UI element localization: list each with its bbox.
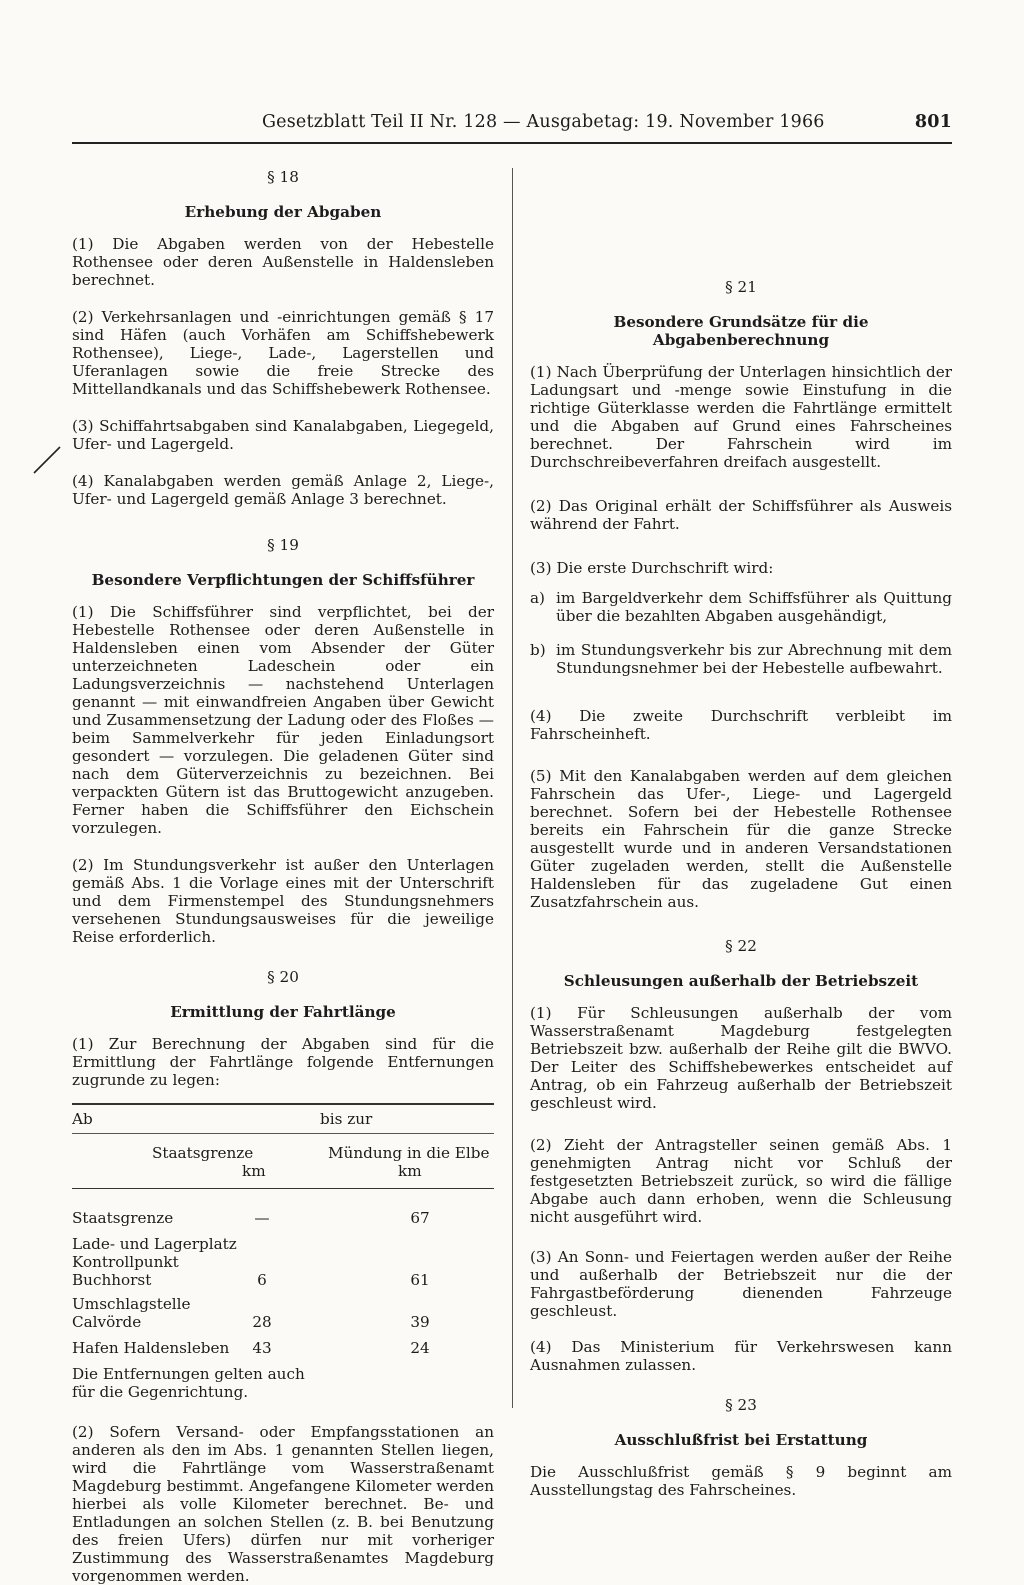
row-place-line-2: Kontrollpunkt — [72, 1253, 179, 1271]
table-row — [72, 1235, 494, 1289]
margin-pen-mark — [30, 445, 66, 475]
section-18-heading: Erhebung der Abgaben — [184, 203, 382, 221]
row-distance-elbe: 24 — [410, 1339, 430, 1357]
section-21-paragraph-1: (1) Nach Überprüfung der Unterlagen hinsichtlich der Ladungsart und -menge sowie Einstufung in die richtige Güterklasse werden die Fahrtlänge ermittelt und die Abgaben auf Grund eines Fahrscheines berechnet. Der Fahrschein wird im Durchschreibeverfahren dreifach ausgestellt. — [530, 363, 952, 471]
subheader-muendung: Mündung in die Elbe — [328, 1143, 490, 1162]
section-22-paragraph-3: (3) An Sonn- und Feiertagen werden außer der Reihe und außerhalb der Betriebszeit nur die der Fahrgastbeförderung dienenden Fahrzeuge geschleust. — [530, 1248, 952, 1320]
table-subheader-row — [72, 1134, 494, 1182]
row-place-line-2: Calvörde — [72, 1313, 142, 1331]
list-item-a-label: a) — [530, 589, 545, 607]
row-distance-elbe: 61 — [410, 1271, 430, 1289]
row-distance-staatsgrenze: 43 — [252, 1339, 272, 1357]
column-divider — [512, 168, 513, 1408]
subheader-staatsgrenze: Staatsgrenze — [152, 1143, 254, 1162]
section-21-paragraph-3: (3) Die erste Durchschrift wird: — [530, 559, 774, 577]
section-22-paragraph-2: (2) Zieht der Antragsteller seinen gemäß Abs. 1 genehmigten Antrag nicht vor Schluß der festgesetzten Betriebszeit zurück, so wird die fällige Abgabe auch dann erhoben, wenn die Schleusung nicht ausgeführt wird. — [530, 1136, 952, 1226]
table-note — [72, 1365, 494, 1401]
page-number: 801 — [914, 112, 952, 132]
section-20-heading: Ermittlung der Fahrtlänge — [170, 1003, 396, 1021]
header-title: Gesetzblatt Teil II Nr. 128 — Ausgabetag: 19. November 1966 — [262, 112, 825, 132]
section-21-paragraph-4: (4) Die zweite Durchschrift verbleibt im Fahrscheinheft. — [530, 707, 952, 743]
section-20-number: § 20 — [267, 968, 299, 986]
section-20-paragraph-1: (1) Zur Berechnung der Abgaben sind für die Ermittlung der Fahrtlänge folgende Entfernungen zugrunde zu legen: — [72, 1035, 494, 1089]
section-23-number: § 23 — [725, 1396, 757, 1414]
section-19-paragraph-1: (1) Die Schiffsführer sind verpflichtet, bei der Hebestelle Rothensee oder deren Außenstelle in Haldensleben einen vom Absender der Güter unterzeichneten Ladeschein oder ein Ladungsverzeichnis — nachstehend Unterlagen genannt — mit einwandfreien Angaben über Gewicht und Zusammensetzung der Ladung oder des Floßes — beim Sammelverkehr für jeden Einladungsort gesondert — vorzulegen. Die geladenen Güter sind nach dem Güterverzeichnis zu bezeichnen. Bei verpackten Gütern ist das Bruttogewicht anzugeben. Ferner haben die Schiffsführer den Eichschein vorzulegen. — [72, 603, 494, 837]
list-item-b-text: im Stundungsverkehr bis zur Abrechnung mit dem Stundungsnehmer bei der Hebestelle aufbewahrt. — [556, 641, 952, 677]
section-21-heading: Besondere Grundsätze für die Abgabenberechnung — [613, 313, 869, 349]
section-21-paragraph-2: (2) Das Original erhält der Schiffsführer als Ausweis während der Fahrt. — [530, 497, 952, 533]
section-20-paragraph-2: (2) Sofern Versand- oder Empfangsstationen an anderen als den im Abs. 1 genannten Stellen liegen, wird die Fahrtlänge vom Wasserstraßenamt Magdeburg bestimmt. Angefangene Kilometer werden hierbei als volle Kilometer berechnet. Be- und Entladungen an solchen Stellen (z. B. bei Benutzung des freien Ufers) dürfen nur mit vorheriger Zustimmung des Wasserstraßenamtes Magdeburg vorgenommen werden. — [72, 1423, 494, 1585]
section-23-paragraph-1: Die Ausschlußfrist gemäß § 9 beginnt am Ausstellungstag des Fahrscheines. — [530, 1463, 952, 1499]
section-23-heading: Ausschlußfrist bei Erstattung — [614, 1431, 868, 1449]
row-distance-elbe: 39 — [410, 1313, 430, 1331]
table-row — [72, 1209, 494, 1227]
row-distance-elbe: 67 — [410, 1209, 430, 1227]
page-header — [72, 112, 952, 138]
row-distance-staatsgrenze: 28 — [252, 1313, 272, 1331]
left-column — [72, 168, 494, 1585]
list-item-b-label: b) — [530, 641, 546, 659]
section-18-paragraph-3: (3) Schiffahrtsabgaben sind Kanalabgaben, Liegegeld, Ufer- und Lagergeld. — [72, 417, 494, 453]
list-item-b — [530, 641, 952, 677]
section-22-heading: Schleusungen außerhalb der Betriebszeit — [563, 972, 919, 990]
section-22-number: § 22 — [725, 937, 757, 955]
section-18-number: § 18 — [267, 168, 299, 186]
row-place: Lade- und Lagerplatz — [72, 1235, 237, 1253]
table-header-row — [72, 1105, 494, 1133]
subheader-km-2: km — [398, 1161, 422, 1180]
row-place: Staatsgrenze — [72, 1209, 174, 1227]
section-22-paragraph-1: (1) Für Schleusungen außerhalb der vom Wasserstraßenamt Magdeburg festgelegten Betriebszeit bzw. außerhalb der Reihe gilt die BWVO. Der Leiter des Schiffshebewerkes entscheidet auf Antrag, ob ein Fahrzeug außerhalb der Betriebszeit geschleust wird. — [530, 1004, 952, 1112]
distance-table — [72, 1103, 494, 1401]
header-to: bis zur — [320, 1109, 373, 1128]
section-18-paragraph-4: (4) Kanalabgaben werden gemäß Anlage 2, Liege-, Ufer- und Lagergeld gemäß Anlage 3 berechnet. — [72, 472, 494, 508]
section-19-paragraph-2: (2) Im Stundungsverkehr ist außer den Unterlagen gemäß Abs. 1 die Vorlage eines mit der Unterschrift und dem Firmenstempel des Stundungsnehmers versehenen Stundungsausweises für die jeweilige Reise erforderlich. — [72, 856, 494, 946]
section-22-paragraph-4: (4) Das Ministerium für Verkehrswesen kann Ausnahmen zulassen. — [530, 1338, 952, 1374]
table-row — [72, 1295, 494, 1331]
section-21-paragraph-5: (5) Mit den Kanalabgaben werden auf dem gleichen Fahrschein das Ufer-, Liege- und Lagergeld berechnet. Sofern bei der Hebestelle Rothensee bereits ein Fahrschein für die ganze Strecke ausgestellt wurde und in anderen Versandstationen Güter zugeladen werden, stellt die Außenstelle Haldensleben für das zugeladene Gut einen Zusatzfahrschein aus. — [530, 767, 952, 911]
row-place: Umschlagstelle — [72, 1295, 191, 1313]
table-row — [72, 1339, 494, 1357]
list-item-a-text: im Bargeldverkehr dem Schiffsführer als Quittung über die bezahlten Abgaben ausgehändigt, — [556, 589, 952, 625]
right-column — [530, 168, 952, 1518]
row-place-line-3: Buchhorst — [72, 1271, 152, 1289]
row-distance-staatsgrenze: — — [254, 1209, 270, 1227]
subheader-km-1: km — [242, 1161, 266, 1180]
table-subheader-rule — [72, 1188, 494, 1190]
header-rule — [72, 142, 952, 144]
continued-text-space — [530, 168, 952, 278]
section-21-number: § 21 — [725, 278, 757, 296]
section-18-paragraph-1: (1) Die Abgaben werden von der Hebestelle Rothensee oder deren Außenstelle in Haldensleben berechnet. — [72, 235, 494, 289]
table-note-line-2: für die Gegenrichtung. — [72, 1383, 249, 1401]
header-from: Ab — [72, 1109, 93, 1128]
section-19-number: § 19 — [267, 536, 299, 554]
row-distance-staatsgrenze: 6 — [257, 1271, 267, 1289]
section-19-heading: Besondere Verpflichtungen der Schiffsführer — [91, 571, 475, 589]
table-note-line-1: Die Entfernungen gelten auch — [72, 1365, 305, 1383]
row-place: Hafen Haldensleben — [72, 1339, 230, 1357]
list-item-a — [530, 589, 952, 625]
section-18-paragraph-2: (2) Verkehrsanlagen und -einrichtungen gemäß § 17 sind Häfen (auch Vorhäfen am Schiffshebewerk Rothensee), Liege-, Lade-, Lagerstellen und Uferanlagen sowie die freie Strecke des Mittellandkanals und das Schiffshebewerk Rothensee. — [72, 308, 494, 398]
